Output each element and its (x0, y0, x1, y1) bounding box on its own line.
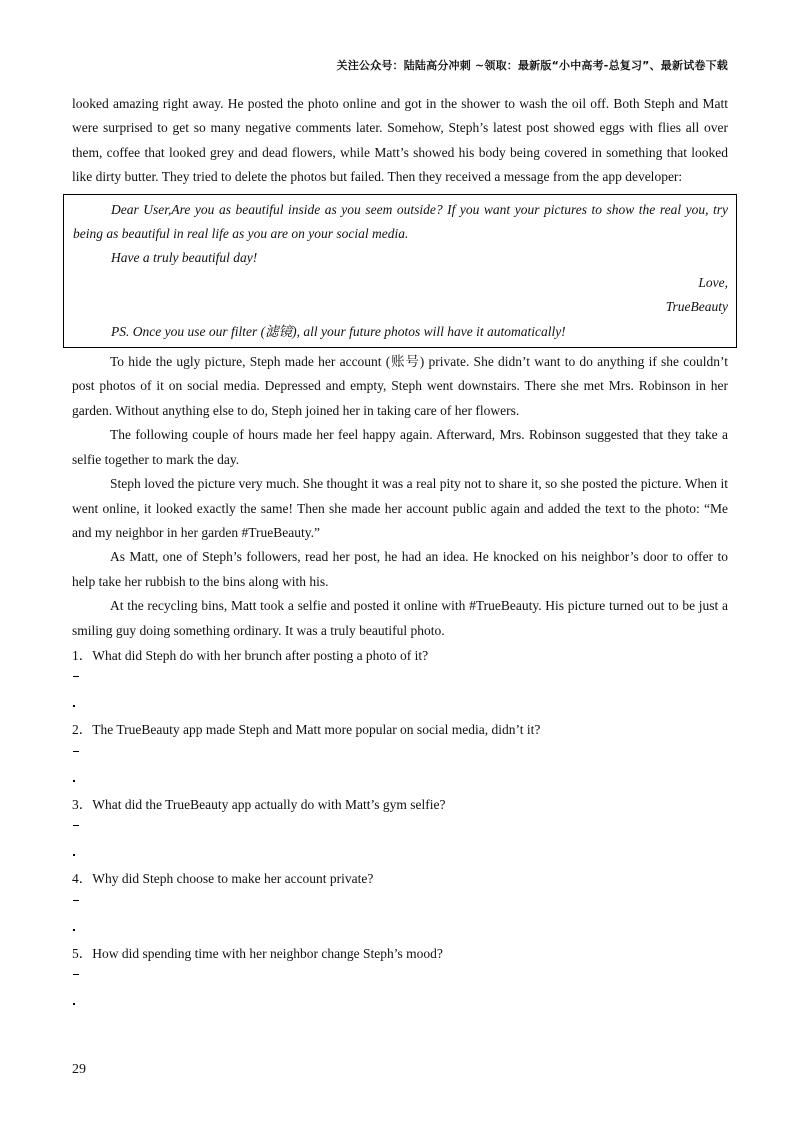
story-paragraph: As Matt, one of Steph’s followers, read her post, he had an idea. He knocked on his neighbor’s door to offer to help take her rubbish to the bins along with his. (72, 549, 728, 589)
question-3: 3．What did the TrueBeauty app actually do with Matt’s gym selfie? (72, 796, 446, 812)
page-number: 29 (72, 1062, 86, 1077)
question-2: 2．The TrueBeauty app made Steph and Matt more popular on social media, didn’t it? (72, 722, 541, 738)
letter-wish: Have a truly beautiful day! (111, 250, 258, 266)
question-4: 4．Why did Steph choose to make her account private? (72, 871, 374, 887)
answer-line-2[interactable] (72, 743, 728, 792)
letter-body: Dear User,Are you as beautiful inside as you seem outside? If you want your pictures to show the real you, try being as beautiful in real life as you are on your social media. (73, 201, 728, 242)
main-content (72, 92, 728, 1015)
story-paragraph: The following couple of hours made her feel happy again. Afterward, Mrs. Robinson suggested that they take a selfie together to mark the day. (72, 427, 728, 467)
answer-line-1[interactable] (72, 668, 728, 717)
answer-line-3[interactable] (72, 817, 728, 866)
story-paragraph: looked amazing right away. He posted the photo online and got in the shower to wash the oil off. Both Steph and Matt were surprised to get so many negative comments later. Somehow, Steph’s latest post showed eggs with flies all over them, coffee that looked grey and dead flowers, while Matt’s showed his body being covered in something that looked like dirty butter. They tried to delete the photos but failed. Then they received a message from the app developer: (72, 96, 728, 185)
story-paragraph: Steph loved the picture very much. She thought it was a real pity not to share it, so she posted the picture. When it went online, it looked exactly the same! Then she made her account public again and added the text to the photo: “Me and my neighbor in her garden #TrueBeauty.” (72, 476, 728, 540)
question-1: 1．What did Steph do with her brunch after posting a photo of it? (72, 647, 429, 663)
letter-postscript: PS. Once you use our filter (滤镜), all your future photos will have it automatically! (111, 323, 566, 339)
story-paragraph: At the recycling bins, Matt took a selfie and posted it online with #TrueBeauty. His picture turned out to be just a smiling guy doing something ordinary. It was a truly beautiful photo. (72, 598, 728, 638)
answer-line-4[interactable] (72, 892, 728, 941)
letter-closing: Love, (698, 274, 728, 290)
story-paragraph: To hide the ugly picture, Steph made her account (账号) private. She didn’t want to do anything if she couldn’t post photos of it on social media. Depressed and empty, Steph went downstairs. There she met Mrs. Robinson in her garden. Without anything else to do, Steph joined her in taking care of her flowers. (72, 354, 728, 418)
page-header: 关注公众号：陆陆高分冲刺 ~领取：最新版“小中高考-总复习”、最新试卷下载 (336, 59, 728, 72)
developer-message-box (63, 194, 737, 348)
question-5: 5．How did spending time with her neighbor change Steph’s mood? (72, 945, 443, 961)
letter-signature: TrueBeauty (665, 299, 728, 315)
answer-line-5[interactable] (72, 966, 728, 1015)
